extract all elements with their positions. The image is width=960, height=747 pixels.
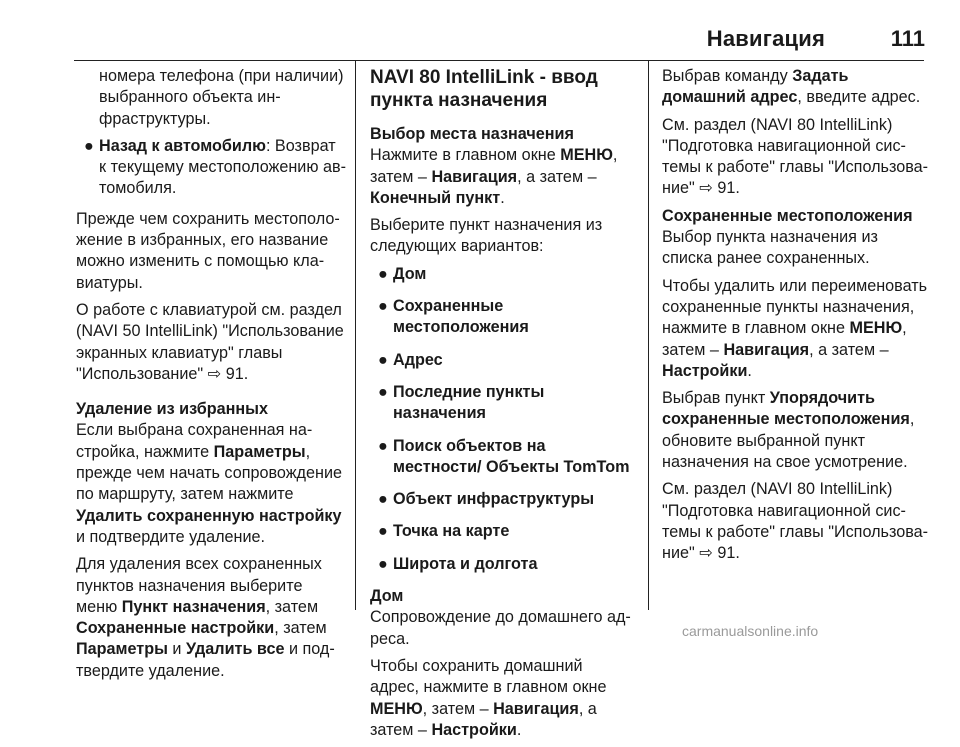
bullet-term: Назад к автомобилю	[99, 136, 266, 155]
term: Задать домашний адрес	[662, 67, 849, 107]
term: Настройки	[431, 720, 517, 739]
column-divider-1	[355, 60, 356, 610]
list-item-label: Последние пункты назначения	[393, 382, 545, 423]
term: МЕНЮ	[849, 319, 903, 338]
bullet-icon: ●	[378, 436, 388, 455]
text: , а затем –	[809, 340, 889, 359]
paragraph: Прежде чем сохранить местоположение в избранных, его название можно изменить с помощью клавиатуры.	[76, 209, 340, 292]
list-item-label: Дом	[393, 264, 427, 283]
bullet-icon: ●	[378, 350, 388, 369]
list-item-label: Сохраненные местоположения	[393, 297, 529, 337]
term: МЕНЮ	[560, 146, 613, 165]
bullet-icon: ●	[378, 382, 388, 401]
text: и	[167, 640, 186, 659]
term: Навигация	[493, 699, 579, 718]
text: Нажмите в главном окне	[370, 146, 561, 165]
paragraph	[662, 66, 932, 109]
page-title: Навигация	[706, 26, 825, 51]
page-ref: 91.	[225, 364, 249, 383]
subsection-heading: Выбор места назначения	[370, 125, 574, 143]
page-ref-icon: ⇨	[207, 364, 222, 383]
text: .	[516, 720, 522, 739]
text: , а затем –	[370, 699, 597, 739]
text: , затем	[274, 619, 327, 638]
paragraph-reference	[662, 479, 932, 564]
bullet-icon: ●	[378, 264, 388, 283]
term: Навигация	[431, 167, 518, 186]
list-item	[370, 521, 634, 542]
continued-text: номера телефона (при наличии) выбранного объекта инфраструктуры.	[99, 67, 344, 128]
term: Конечный пункт	[370, 188, 501, 207]
list-item	[370, 264, 634, 285]
watermark: carmanualsonline.info	[682, 623, 819, 639]
paragraph: Выберите пункт назначения из следующих вариантов:	[370, 216, 603, 256]
page-ref: 91.	[717, 179, 740, 198]
page-number: 111	[890, 26, 925, 51]
term: Параметры	[76, 640, 168, 659]
text: , обновите выбранной пункт назначения на свое усмотрение.	[662, 410, 915, 472]
list-item	[370, 489, 634, 510]
paragraph-text: См. раздел (NAVI 80 IntelliLink) "Подготовка навигационной системы к работе" главы "Использование"	[662, 115, 929, 198]
text: Чтобы сохранить домашний адрес, нажмите в главном окне	[370, 656, 607, 697]
paragraph	[76, 420, 346, 548]
term: МЕНЮ	[370, 699, 423, 718]
list-item-label: Адрес	[393, 350, 443, 369]
header-rule	[74, 60, 924, 61]
term: Навигация	[723, 340, 810, 359]
bullet-icon: ●	[378, 490, 388, 509]
term: Настройки	[662, 361, 748, 380]
paragraph	[662, 276, 932, 382]
text: Для удаления всех сохраненных пунктов назначения выберите меню	[76, 555, 322, 616]
text: .	[747, 361, 752, 380]
term: Удалить все	[185, 640, 285, 659]
text: Выбрав пункт	[662, 389, 770, 408]
paragraph	[370, 145, 634, 209]
text: .	[500, 188, 505, 207]
term: Сохраненные настройки	[76, 619, 275, 638]
paragraph	[662, 388, 932, 473]
term: Пункт назначения	[121, 597, 266, 616]
text: , введите адрес.	[797, 88, 921, 107]
page-ref-icon: ⇨	[699, 179, 713, 198]
column-1	[76, 66, 346, 688]
paragraph-text: См. раздел (NAVI 80 IntelliLink) "Подготовка навигационной системы к работе" главы "Использование"	[662, 480, 929, 563]
paragraph	[370, 656, 634, 741]
paragraph: Сопровождение до домашнего адреса.	[370, 608, 631, 648]
section-heading: Удаление из избранных	[76, 400, 268, 419]
page-ref: 91.	[717, 544, 740, 563]
paragraph-reference	[76, 300, 346, 385]
text: , затем –	[662, 319, 907, 359]
list-item-label: Точка на карте	[393, 522, 510, 541]
list-item-label: Объект инфраструктуры	[393, 490, 595, 509]
column-2	[370, 66, 634, 747]
bullet-icon: ●	[84, 136, 94, 155]
term: Упорядочить сохраненные местоположения	[662, 389, 910, 429]
term: Удалить сохраненную настройку	[76, 506, 342, 525]
text: , затем –	[370, 146, 618, 186]
term: Параметры	[213, 442, 306, 461]
list-item	[370, 436, 634, 479]
list-item	[370, 382, 634, 425]
text: Чтобы удалить или переименовать сохраненные пункты назначения, нажмите в главном окне	[662, 276, 928, 338]
text: Выбрав команду	[662, 67, 793, 85]
text: , затем	[265, 597, 319, 616]
list-item-label: Широта и долгота	[393, 554, 538, 573]
list-item	[370, 554, 634, 575]
page-ref-icon: ⇨	[699, 544, 713, 563]
paragraph: Выбор пункта назначения из списка ранее сохраненных.	[662, 228, 878, 268]
list-item	[76, 136, 346, 200]
text: Если выбрана сохраненная настройка, нажмите	[76, 421, 313, 461]
bullet-icon: ●	[378, 297, 388, 316]
paragraph-reference	[662, 115, 932, 200]
text: и подтвердите удаление.	[76, 640, 335, 680]
subsection-heading: Дом	[370, 587, 404, 606]
text: , прежде чем начать сопровождение по маршруту, затем нажмите	[76, 442, 342, 504]
list-item	[370, 350, 634, 371]
paragraph-text: О работе с клавиатурой см. раздел (NAVI 50 IntelliLink) "Использование экранных клавиатур" главы "Использование"	[76, 300, 344, 383]
paragraph	[76, 554, 346, 682]
bullet-icon: ●	[378, 554, 388, 573]
page-header	[0, 0, 960, 56]
section-title: NAVI 80 IntelliLink - ввод пункта назначения	[370, 67, 598, 111]
column-divider-2	[648, 60, 649, 610]
text: , а затем –	[517, 167, 597, 186]
list-item	[370, 296, 634, 339]
subsection-heading: Сохраненные местоположения	[662, 206, 913, 225]
bullet-icon: ●	[378, 522, 388, 541]
list-item-label: Поиск объектов на местности/ Объекты TomTom	[393, 436, 630, 476]
column-3	[662, 66, 932, 571]
text: , затем –	[422, 699, 494, 718]
text: и подтвердите удаление.	[76, 527, 266, 546]
bullet-text: : Возврат к текущему местоположению автомобиля.	[99, 136, 346, 198]
